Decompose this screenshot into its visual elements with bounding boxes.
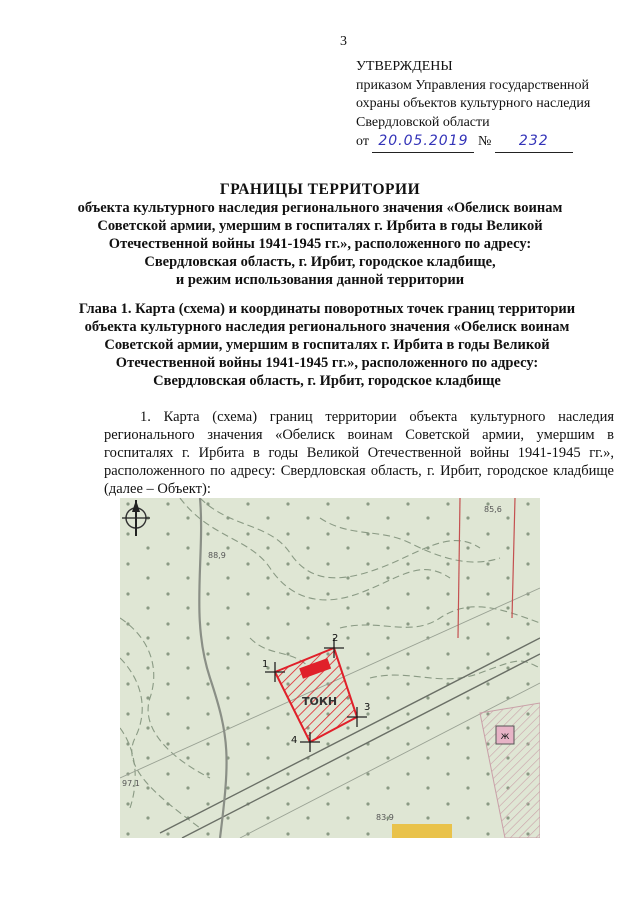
title-line: объекта культурного наследия регионального значения «Обелиск воинам — [77, 200, 563, 216]
approval-stamp — [356, 58, 590, 153]
order-number: 232 — [518, 133, 549, 149]
from-label: от — [356, 134, 369, 149]
title-line: Советской армии, умершим в госпиталях г. Ирбита в годы Великой — [97, 218, 543, 234]
page-number: 3 — [340, 34, 347, 49]
point-label: 3 — [364, 702, 371, 713]
title-line: Отечественной войны 1941-1945 гг.», расположенного по адресу: — [108, 236, 532, 252]
date-field — [372, 132, 474, 153]
chapter-line: Отечественной войны 1941-1945 гг.», расположенного по адресу: — [115, 355, 539, 371]
parcel-yellow — [392, 824, 452, 838]
document-title — [0, 181, 640, 289]
title-line: и режим использования данной территории — [175, 272, 465, 288]
zone-label: ТОКН — [302, 695, 338, 708]
map-symbol — [496, 726, 514, 744]
paragraph-1 — [104, 408, 614, 498]
point-label: 4 — [291, 735, 298, 746]
approval-heading: УТВЕРЖДЕНЫ — [356, 59, 453, 74]
chapter-heading — [40, 300, 614, 390]
order-date: 20.05.2019 — [378, 133, 469, 149]
elevation-label: 88,9 — [208, 551, 226, 560]
approval-date-row — [356, 132, 590, 153]
elevation-label: 83,9 — [376, 813, 394, 822]
chapter-line: Свердловская область, г. Ирбит, городское кладбище — [153, 373, 501, 389]
map-svg — [120, 498, 540, 838]
approval-line-3: Свердловской области — [356, 114, 490, 130]
chapter-line: объекта культурного наследия регионального значения «Обелиск воинам — [84, 319, 570, 335]
paragraph-text: 1. Карта (схема) границ территории объекта культурного наследия регионального значения «Обелиск воинам Советской армии, умершим в госпиталях г. Ирбита в годы Великой Отечественной войны 1941-1945 гг.», расположенного по адресу: Свердловская область, г. Ирбит, городское кладбище (далее – Объект): — [104, 409, 614, 497]
title-line: Свердловская область, г. Ирбит, городское кладбище, — [144, 254, 496, 270]
symbol-label: ж — [500, 731, 510, 742]
number-label: № — [477, 134, 492, 149]
boundary-map — [120, 498, 540, 838]
chapter-line: Советской армии, умершим в госпиталях г. Ирбита в годы Великой — [104, 337, 550, 353]
title-heading: ГРАНИЦЫ ТЕРРИТОРИИ — [219, 181, 421, 198]
approval-line-1: приказом Управления государственной — [356, 77, 590, 93]
elevation-label: 85,6 — [484, 505, 502, 514]
point-label: 2 — [332, 633, 339, 644]
point-label: 1 — [262, 659, 269, 670]
number-field — [495, 132, 573, 153]
elevation-label: 97,1 — [122, 779, 140, 788]
chapter-line: Глава 1. Карта (схема) и координаты поворотных точек границ территории — [78, 301, 576, 317]
approval-line-2: охраны объектов культурного наследия — [356, 96, 591, 111]
